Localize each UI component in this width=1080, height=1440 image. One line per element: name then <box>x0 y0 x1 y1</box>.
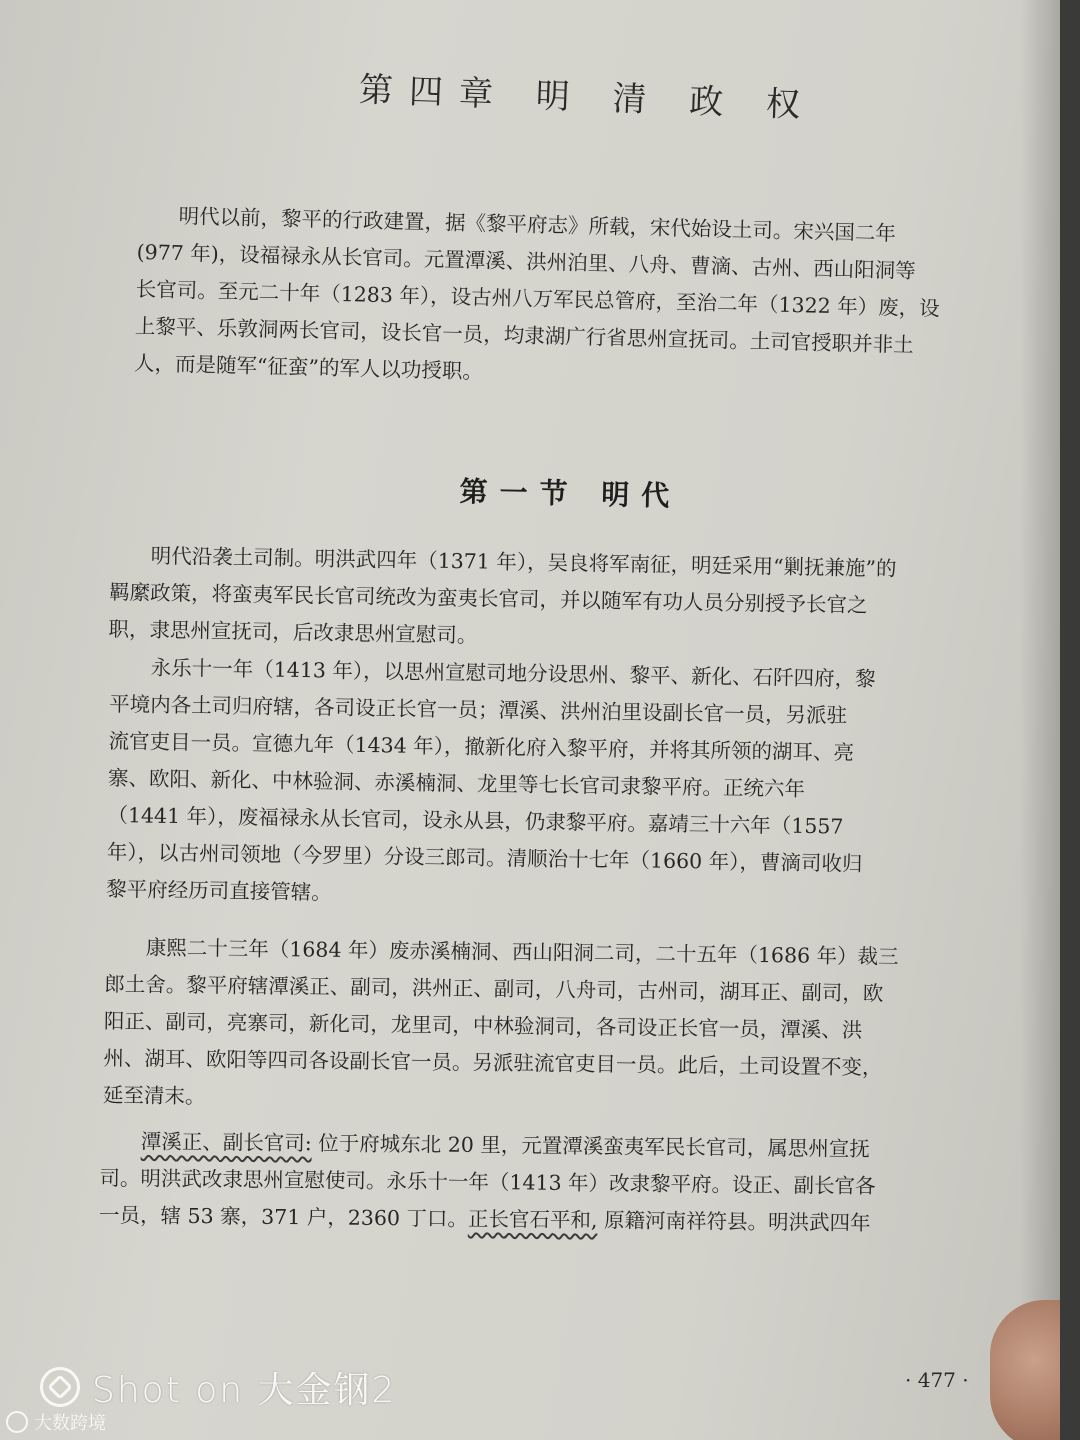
intro-line: 长官司。至元二十年（1283 年），设古州八万军民总管府，至治二年（1322 年）废，设 <box>135 276 941 321</box>
paragraph-line: 延至清末。 <box>102 1082 206 1109</box>
paragraph-line: 寨、欧阳、新化、中林验洞、赤溪楠洞、龙里等七长官司隶黎平府。正统六年 <box>107 765 806 801</box>
paragraph-1 <box>108 540 1020 667</box>
finger <box>990 1300 1060 1440</box>
intro-line: (977 年)，设福禄永从长官司。元置潭溪、洪州泊里、八舟、曹滴、古州、西山阳洞等 <box>136 239 916 284</box>
paragraph-line: 流官吏目一员。宣德九年（1434 年），撤新化府入黎平府，并将其所领的湖耳、亮 <box>108 728 855 765</box>
intro-line: 明代以前，黎平的行政建置，据《黎平府志》所载，宋代始设土司。宋兴国二年 <box>137 202 897 246</box>
paragraph-line: 黎平府经历司直接管辖。 <box>106 876 332 905</box>
intro-line: 人，而是随军“征蛮”的军人以功授职。 <box>133 350 484 384</box>
watermark-text: Shot on 大金钢2 <box>92 1369 397 1411</box>
paragraph-text: 原籍河南祥符县。明洪武四年 <box>597 1208 871 1236</box>
paragraph-line: 年），以古州司领地（今罗里）分设三郎司。清顺治十七年（1660 年），曹滴司收归 <box>106 839 863 876</box>
paragraph-line: 康熙二十三年（1684 年）废赤溪楠洞、西山阳洞二司，二十五年（1686 年）裁三 <box>104 934 899 969</box>
paragraph-3 <box>103 932 1020 1128</box>
paragraph-text: 位于府城东北 20 里，元置潭溪蛮夷军民长官司，属思州宣抚 <box>311 1131 870 1162</box>
paragraph-line: 阳正、副司，亮寨司，新化司，龙里司，中林验洞司，各司设正长官一员，潭溪、洪 <box>103 1008 863 1043</box>
underlined-term: 正长官石平和, <box>467 1206 598 1233</box>
source-watermark <box>6 1408 106 1436</box>
camera-brand-icon <box>40 1367 80 1407</box>
paragraph-line: 郎土舍。黎平府辖潭溪正、副司，洪州正、副司，八舟司，古州司，湖耳正、副司，欧 <box>104 971 884 1006</box>
paragraph-2 <box>106 652 1020 925</box>
source-logo-icon <box>6 1411 28 1433</box>
paragraph-text: 一员，辖 53 寨，371 户，2360 丁口。 <box>98 1202 469 1231</box>
paragraph-4 <box>99 1126 1020 1247</box>
underlined-term: 潭溪正、副长官司: <box>140 1129 312 1156</box>
paragraph-line: 羁縻政策，将蛮夷军民长官司统改为蛮夷长官司，并以随军有功人员分别授予长官之 <box>108 579 868 618</box>
camera-watermark <box>40 1364 396 1410</box>
intro-line: 上黎平、乐敦洞两长官司，设长官一员，均隶湖广行省思州宣抚司。土司官授职并非土 <box>134 313 914 357</box>
page-gutter-shadow <box>1020 0 1060 1440</box>
paragraph-line: 司。明洪武改隶思州宣慰使司。永乐十一年（1413 年）改隶黎平府。设正、副长官各 <box>99 1165 876 1199</box>
intro-paragraph <box>133 200 1017 406</box>
paragraph-line: 职，隶思州宣抚司，后改隶思州宣慰司。 <box>108 616 478 648</box>
paragraph-line: 平境内各土司归府辖，各司设正长官一员；潭溪、洪州泊里设副长官一员，另派驻 <box>108 691 848 728</box>
paragraph-line: 明代沿袭土司制。明洪武四年（1371 年），吴良将军南征，明廷采用“剿抚兼施”的 <box>109 542 897 581</box>
section-title: 第一节 明代 <box>459 474 682 513</box>
source-watermark-text: 大数跨境 <box>34 1413 106 1434</box>
paragraph-line: （1441 年），废福禄永从长官司，设永从县，仍隶黎平府。嘉靖三十六年（1557 <box>107 802 844 839</box>
page-number: · 477 · <box>905 1368 969 1392</box>
chapter-title: 第四章 明 清 政 权 <box>358 69 817 126</box>
paragraph-line: 州、湖耳、欧阳等四司各设副长官一员。另派驻流官吏目一员。此后，土司设置不变， <box>103 1045 883 1080</box>
paragraph-line: 永乐十一年（1413 年），以思州宣慰司地分设思州、黎平、新化、石阡四府，黎 <box>109 654 876 692</box>
